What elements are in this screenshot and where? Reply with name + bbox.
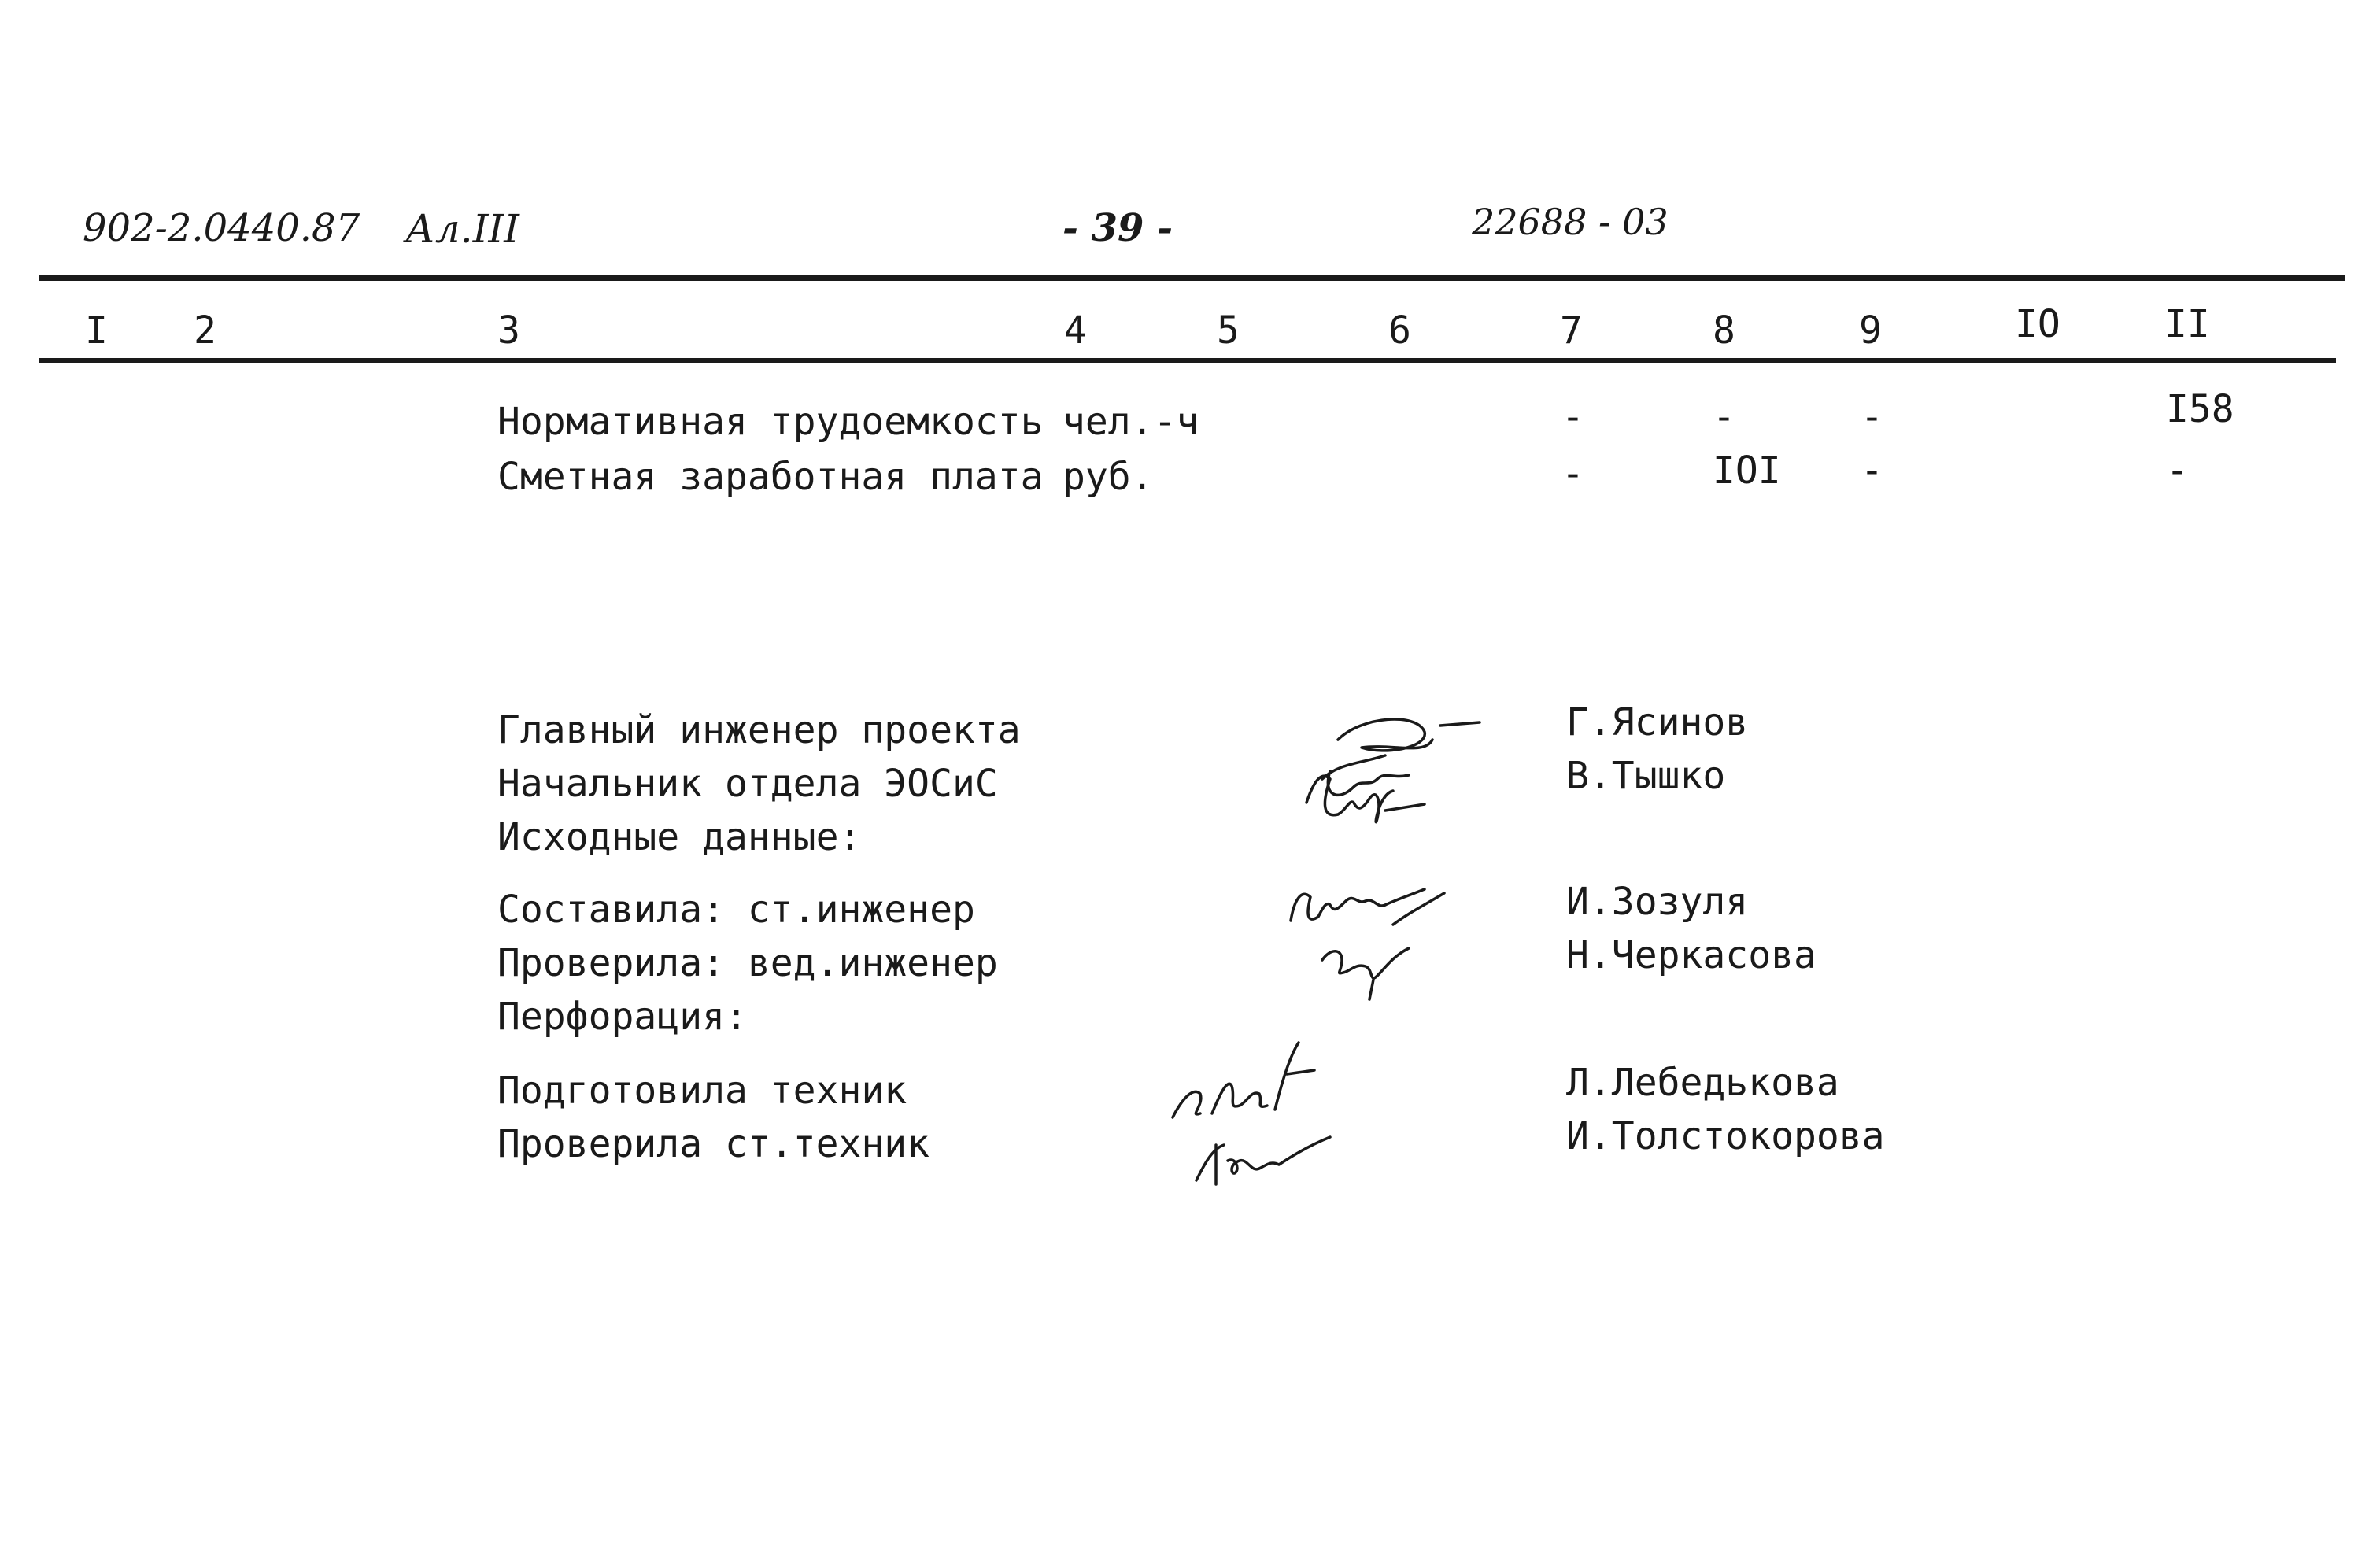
row-1-col7: - bbox=[1561, 395, 1584, 439]
column-number-9: 9 bbox=[1859, 308, 1882, 353]
row-2-col11: - bbox=[2166, 449, 2189, 493]
album-number: Ал.III bbox=[405, 206, 519, 252]
signature-role-prepared-by: Подготовила техник bbox=[497, 1069, 907, 1113]
handwritten-signature-department-head bbox=[1291, 755, 1480, 842]
row-2-col8: IOI bbox=[1713, 449, 1781, 493]
table-header-rule bbox=[39, 358, 2336, 363]
signature-role-chief-engineer: Главный инженер проекта bbox=[497, 708, 1021, 752]
column-number-10: IO bbox=[2015, 302, 2060, 346]
document-code: 902-2.0440.87 bbox=[83, 206, 360, 250]
row-2-col9: - bbox=[1861, 449, 1883, 493]
row-1-col8: - bbox=[1713, 395, 1735, 439]
row-1-col9: - bbox=[1861, 395, 1883, 439]
column-number-6: 6 bbox=[1388, 308, 1411, 353]
signature-name-checked-by: Н.Черкасова bbox=[1566, 933, 1816, 977]
signature-role-compiled-by: Составила: ст.инженер bbox=[497, 888, 975, 932]
signature-section-perforation: Перфорация: bbox=[497, 995, 748, 1039]
signature-name-chief-engineer: Г.Ясинов bbox=[1566, 700, 1749, 744]
row-2-unit: руб. bbox=[1062, 455, 1154, 499]
row-1-name: Нормативная трудоемкость bbox=[497, 400, 1044, 444]
column-number-11: II bbox=[2164, 302, 2210, 346]
row-1-unit: чел.-ч bbox=[1062, 400, 1199, 444]
signature-role-department-head: Начальник отдела ЭОСиС bbox=[497, 762, 998, 806]
row-2-col7: - bbox=[1561, 452, 1584, 496]
column-number-5: 5 bbox=[1217, 308, 1240, 353]
page-number: - 39 - bbox=[1062, 206, 1173, 250]
signature-name-department-head: В.Тышко bbox=[1566, 754, 1726, 798]
handwritten-signature-checked-by bbox=[1306, 929, 1464, 1007]
row-2-name: Сметная заработная плата bbox=[497, 455, 1044, 499]
signature-name-prepared-by: Л.Лебедькова bbox=[1566, 1061, 1839, 1105]
handwritten-signature-checked-by-technician bbox=[1181, 1117, 1354, 1196]
signature-section-source-data: Исходные данные: bbox=[497, 815, 862, 859]
column-number-7: 7 bbox=[1560, 308, 1583, 353]
signature-role-checked-by: Проверила: вед.инженер bbox=[497, 941, 998, 985]
column-number-8: 8 bbox=[1713, 308, 1735, 353]
signature-name-compiled-by: И.Зозуля bbox=[1566, 880, 1749, 924]
column-number-2: 2 bbox=[194, 308, 216, 353]
column-number-3: 3 bbox=[497, 308, 520, 353]
table-top-rule bbox=[39, 275, 2345, 281]
project-number: 22688 - 03 bbox=[1472, 201, 1669, 243]
column-number-1: I bbox=[85, 308, 108, 353]
signature-role-checked-by-technician: Проверила ст.техник bbox=[497, 1122, 930, 1166]
signature-name-checked-by-technician: И.Толстокорова bbox=[1566, 1114, 1885, 1158]
column-number-4: 4 bbox=[1064, 308, 1087, 353]
row-1-col11: I58 bbox=[2166, 387, 2234, 431]
